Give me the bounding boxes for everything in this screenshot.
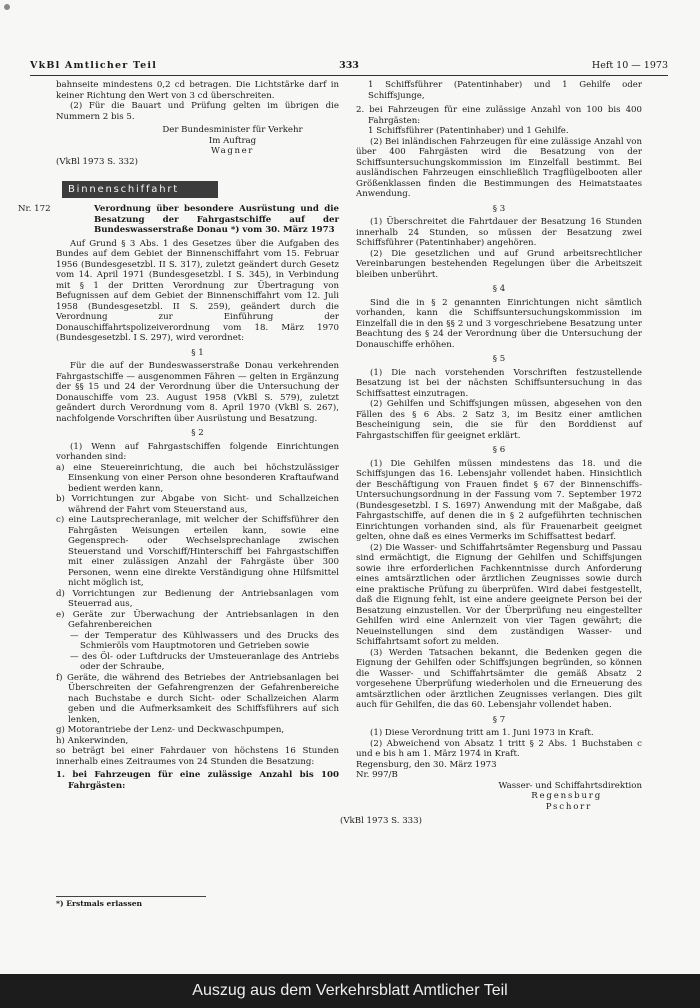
section-heading: § 1 [191,347,204,358]
paragraph: (1) Überschreitet die Fahrtdauer der Besatzung 16 Stunden innerhalb 24 Stunden, so müssen der Besatzung zwei Schiffsführer (Patentinhaber) angehören. [356,217,642,248]
sub-list [56,631,339,673]
signature-place: Regensburg [531,791,602,801]
right-column [340,80,642,827]
paragraph: (2) Für die Bauart und Prüfung gelten im übrigen die Nummern 2 bis 5. [56,101,339,122]
paragraph: (2) Gehilfen und Schiffsjungen müssen, abgesehen von den Fällen des § 6 Abs. 2 Satz 3, im Besitz einer amtlichen Bescheinigung sein, die sie für den Borddienst auf Fahrgastschiffen für geeignet erklärt. [356,399,642,441]
ordinance-number: Nr. 172 [18,204,51,214]
section-heading: § 6 [492,445,506,455]
signature-line: Im Auftrag [208,135,257,146]
paragraph: (1) Wenn auf Fahrgastschiffen folgende Einrichtungen vorhanden sind: [56,441,339,462]
paragraph: (2) Die gesetzlichen und auf Grund arbeitsrechtlicher Vereinbarungen bestehenden Regelungen über die Arbeitszeit bleiben unberührt. [356,248,642,280]
list-item: h) Ankerwinden, [56,735,129,746]
crew-list [356,105,642,126]
section-heading: § 5 [492,354,506,364]
equipment-list-continued [56,673,339,747]
paragraph: 1 Schiffsführer (Patentinhaber) und 1 Gehilfe oder Schiffsjunge, [368,80,642,101]
section-heading: § 7 [492,714,506,725]
paragraph: Sind die in § 2 genannten Einrichtungen nicht sämtlich vorhanden, kann die Schiffsuntersuchungskommission im Einzelfall die in den §§ 2 und 3 vorgeschriebene Besatzung unter Beachtung des § 24 der Verordnung über die Untersuchung der Donauschiffe erhöhen. [356,297,642,350]
signature-name: Wagner [210,146,255,156]
ordinance-title-text: Verordnung über besondere Ausrüstung und die Besatzung der Fahrgastschiffe auf der Bundeswasserstraße Donau *) vom 30. März 1973 [94,204,339,235]
paragraph: Auf Grund § 3 Abs. 1 des Gesetzes über die Aufgaben des Bundes auf dem Gebiet der Binnenschiffahrt vom 15. Februar 1956 (Bundesgesetzbl. II S. 317), zuletzt geändert durch Gesetz vom 14. April 1971 (Bundesgesetzbl. I S. 345), in Verbindung mit § 1 der Dritten Verordnung zur Übertragung von Befugnissen auf dem Gebiet der Binnenschiffahrt vom 12. Juli 1958 (Bundesgesetzbl. II S. 259), geändert durch die Verordnung zur Einführung der Donauschiffahrtspolizeiverordnung vom 18. März 1970 (Bundesgesetzbl. I S. 297), wird verordnet: [56,238,339,343]
list-item: e) Geräte zur Überwachung der Antriebsanlagen in den Gefahrenbereichen [56,609,339,630]
paragraph: Für die auf der Bundeswasserstraße Donau verkehrenden Fahrgastschiffe — ausgenommen Fähren — gelten in Ergänzung der §§ 15 und 24 der Verordnung über die Untersuchung der Donauschiffe vom 23. August 1958 (VkBl S. 579), zuletzt geändert durch Verordnung vom 8. April 1970 (VkBl S. 267), nachfolgende Vorschriften über Ausrüstung und Besatzung. [56,361,339,424]
crew-list [56,770,339,791]
list-item: c) eine Lautsprecheranlage, mit welcher der Schiffsführer den Fahrgästen Weisungen erteilen kann, sowie eine Gegensprech- oder Wechselsprechanlage zwischen Steuerstand und Vorschiff/Hinterschiff bei Fahrgastschiffen mit einer zulässigen Anzahl der Fahrgäste über 300 Personen, wenn eine direkte Verständigung ohne Hilfsmittel nicht möglich ist, [56,515,339,588]
reference-number: Nr. 997/B [356,770,398,780]
paragraph: (1) Die nach vorstehenden Vorschriften festzustellende Besatzung ist bei der nächsten Schiffsuntersuchung in das Schiffsattest einzutragen. [356,367,642,399]
footer-banner: Auszug aus dem Verkehrsblatt Amtlicher Teil [0,974,700,1008]
header-rule [30,75,668,76]
scan-mark [4,4,10,10]
equipment-list [56,463,339,631]
paragraph: (2) Abweichend von Absatz 1 tritt § 2 Abs. 1 Buchstaben c und e bis h am 1. März 1974 in Kraft. [356,738,642,759]
paragraph: (1) Diese Verordnung tritt am 1. Juni 1973 in Kraft. [370,728,594,738]
section-heading: § 4 [492,284,506,294]
list-item: b) Vorrichtungen zur Abgabe von Sicht- und Schallzeichen während der Fahrt vom Steuerstand aus, [56,494,339,515]
paragraph: (2) Bei inländischen Fahrzeugen für eine zulässige Anzahl von über 400 Fahrgästen wird die Besatzung von der Schiffsuntersuchungskommission im Einzelfall bestimmt. Bei ausländischen Fahrzeugen einschließlich Tragflügelbooten aller Größenklassen finden die Bestimmungen des Heimatstaates Anwendung. [356,136,642,199]
place-date: Regensburg, den 30. März 1973 [356,759,497,770]
list-item: — des Öl- oder Luftdrucks der Umsteueranlage des Antriebs oder der Schraube, [70,651,339,672]
list-item: 1. bei Fahrzeugen für eine zulässige Anzahl bis 100 Fahrgästen: [56,770,339,791]
paragraph: 1 Schiffsführer (Patentinhaber) und 1 Gehilfe. [368,126,569,136]
footnote: *) Erstmals erlassen [56,896,206,908]
left-column [18,80,339,791]
list-item: a) eine Steuereinrichtung, die auch bei höchstzulässiger Einsenkung von einer Person ohne besonderen Kraftaufwand bedient werden kann, [56,462,339,494]
page-header [30,58,668,74]
list-item: d) Vorrichtungen zur Bedienung der Antriebsanlagen vom Steuerrad aus, [56,588,339,609]
paragraph: bahnseite mindestens 0,2 cd betragen. Die Lichtstärke darf in keiner Richtung den Wert von 3 cd überschreiten. [56,80,339,101]
paragraph: (3) Werden Tatsachen bekannt, die Bedenken gegen die Eignung der Gehilfen oder Schiffsjungen begründen, so können die Wasser- und Schiffahrtsämter die gemäß Absatz 2 vorgesehene Überprüfung wiederholen und die Erneuerung des amtsärztlichen oder ärztlichen Zeugnisses verlangen. Dies gilt auch für Gehilfen, die das 60. Lebensjahr vollendet haben. [356,647,642,710]
section-heading: § 3 [492,203,506,214]
paragraph: (1) Die Gehilfen müssen mindestens das 18. und die Schiffsjungen das 16. Lebensjahr vollendet haben. Hinsichtlich der Beschäftigung von Frauen findet § 67 der Binnenschiffs-Untersuchungsordnung in der Fassung vom 7. September 1972 (Bundesgesetzbl. I S. 1697) Anwendung mit der Maßgabe, daß Fahrgastschiffe, auf denen die in § 2 aufgeführten technischen Einrichtungen vorhanden sind, als für Frauenarbeit geeignet gelten, ohne daß es eines Vermerks im Schiffsattest bedarf. [356,458,642,542]
list-item: f) Geräte, die während des Betriebes der Antriebsanlagen bei Überschreiten der Gefahrengrenzen der Gefahrenbereiche nach Buchstabe e durch Sicht- oder Schallzeichen Alarm geben und die Aufmerksamkeit des Schiffsführers auf sich lenken, [56,672,339,725]
signature-authority: Der Bundesminister für Verkehr [162,125,303,135]
paragraph: (2) Die Wasser- und Schiffahrtsämter Regensburg und Passau sind ermächtigt, die Eignung der Gehilfen und Schiffsjungen sowie ihre erforderlichen Fachkenntnisse durch Anforderung eines amtsärztlichen oder ärztlichen Zeugnisses sowie durch eine praktische Prüfung zu überprüfen. Wird dabei festgestellt, daß die Eignung fehlt, ist eine andere geeignete Person bei der Besatzung einzustellen. Vor der Überprüfung neu eingestellter Gehilfen wird eine Anlernzeit von vier Tagen gewährt; die Neueinstellungen sind dem zuständigen Wasser- und Schiffahrtsamt sofort zu melden. [356,542,642,647]
journal-title: VkBl Amtlicher Teil [30,60,158,71]
paragraph: so beträgt bei einer Fahrdauer von höchstens 16 Stunden innerhalb eines Zeitraumes von 24 Stunden die Besatzung: [56,746,339,767]
reference: (VkBl 1973 S. 332) [56,156,138,167]
page-number: 333 [339,60,359,71]
list-item: — der Temperatur des Kühlwassers und des Drucks des Schmieröls vom Hauptmotoren und Getrieben sowie [70,630,339,651]
list-item: 2. bei Fahrzeugen für eine zulässige Anzahl von 100 bis 400 Fahrgästen: [356,105,642,126]
section-heading: § 2 [191,428,204,438]
signature-authority: Wasser- und Schiffahrtsdirektion [498,780,642,791]
reference: (VkBl 1973 S. 333) [340,816,422,826]
section-banner: Binnenschiffahrt [62,181,218,198]
ordinance-title [18,204,339,236]
signature-name: Pschorr [545,801,592,812]
issue-label: Heft 10 — 1973 [591,60,668,71]
list-item: g) Motorantriebe der Lenz- und Deckwaschpumpen, [56,725,285,735]
